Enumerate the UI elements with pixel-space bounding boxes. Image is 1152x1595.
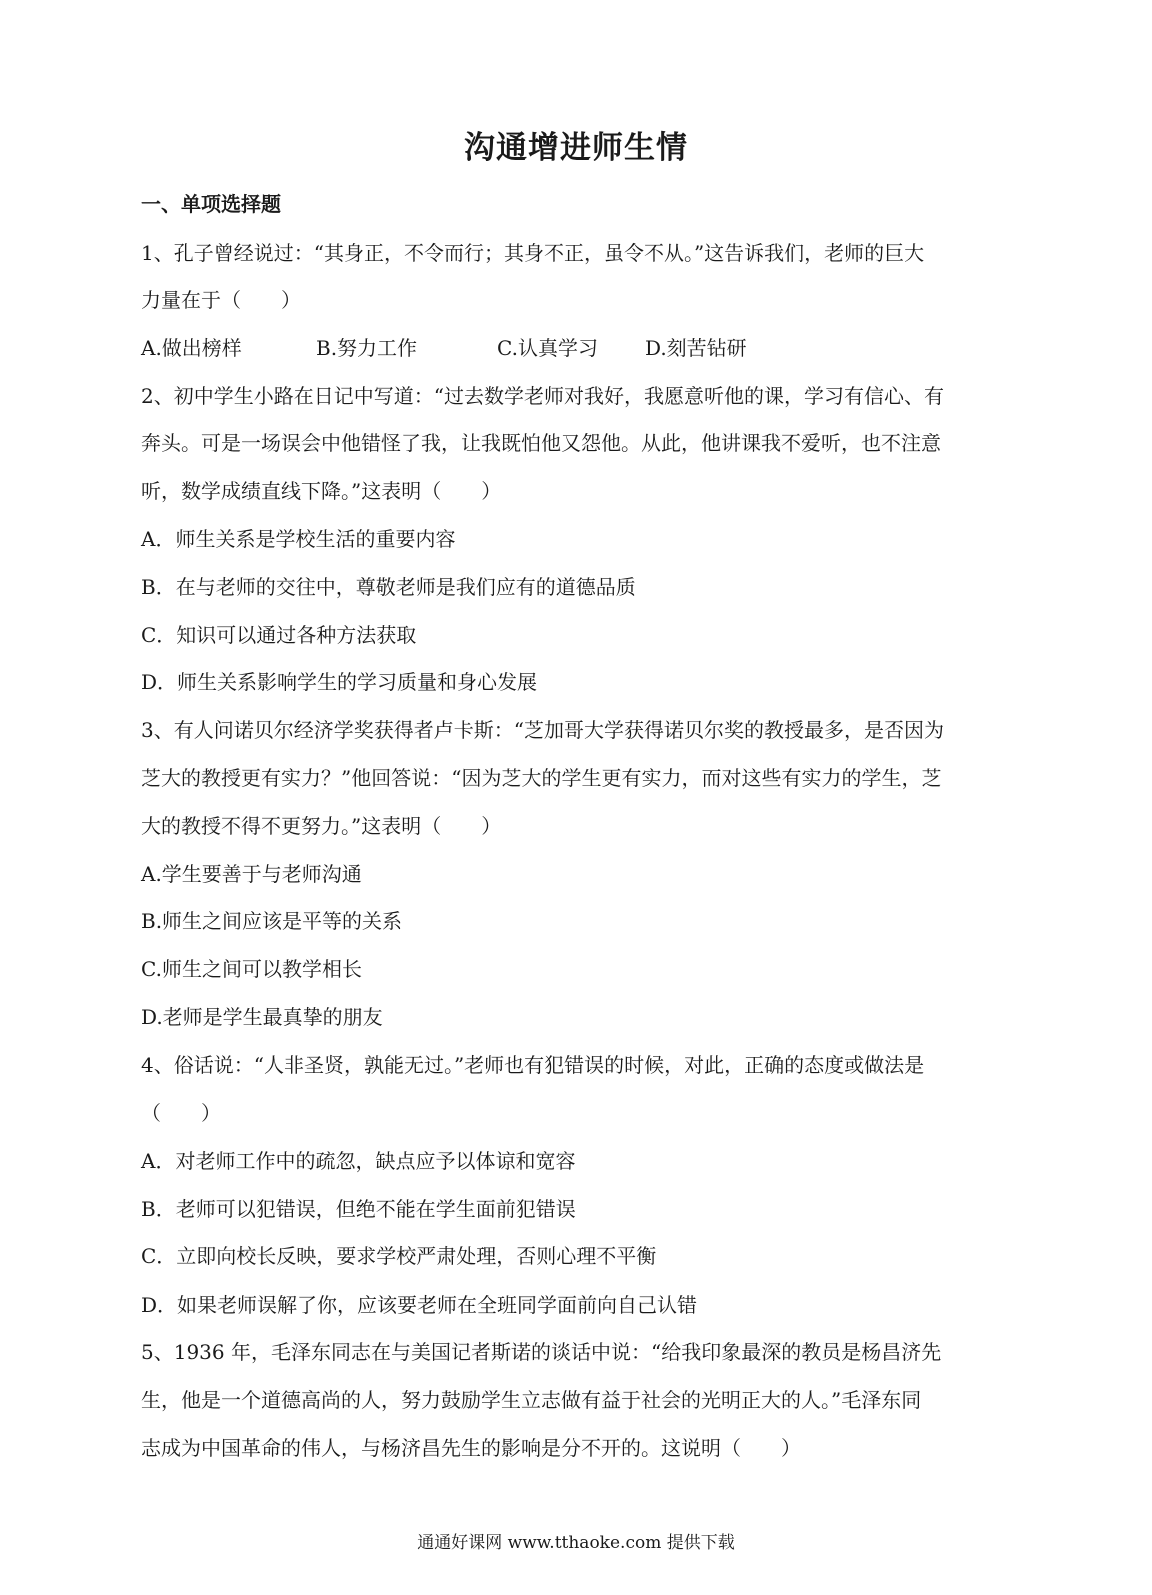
question-2-line-3: 听，数学成绩直线下降。”这表明（ ） <box>141 479 502 503</box>
question-3-line-1: 3、有人问诺贝尔经济学奖获得者卢卡斯：“芝加哥大学获得诺贝尔奖的教授最多，是否因为 <box>141 718 944 742</box>
page-title: 沟通增进师生情 <box>464 130 688 166</box>
question-1-option-b: B.努力工作 <box>316 336 418 360</box>
question-2-option-c: C．知识可以通过各种方法获取 <box>141 623 417 647</box>
question-4-option-c: C．立即向校长反映，要求学校严肃处理，否则心理不平衡 <box>141 1244 657 1268</box>
question-4-line-2: （ ） <box>141 1101 221 1125</box>
question-2-option-a: A．师生关系是学校生活的重要内容 <box>141 527 456 551</box>
question-2-line-2: 奔头。可是一场误会中他错怪了我，让我既怕他又怨他。从此，他讲课我不爱听，也不注意 <box>141 431 941 455</box>
question-1-line-1: 1、孔子曾经说过：“其身正，不令而行；其身不正，虽令不从。”这告诉我们，老师的巨大 <box>141 241 925 265</box>
footer-credit: 通通好课网 www.tthaoke.com 提供下载 <box>417 1533 735 1553</box>
question-4-line-1: 4、俗话说：“人非圣贤，孰能无过。”老师也有犯错误的时候，对此，正确的态度或做法是 <box>141 1053 925 1077</box>
question-2-option-b: B．在与老师的交往中，尊敬老师是我们应有的道德品质 <box>141 575 636 599</box>
question-1-option-d: D.刻苦钻研 <box>645 336 747 360</box>
question-3-option-b: B.师生之间应该是平等的关系 <box>141 909 403 933</box>
question-3-line-2: 芝大的教授更有实力？”他回答说：“因为芝大的学生更有实力，而对这些有实力的学生，芝 <box>141 766 942 790</box>
question-5-line-3: 志成为中国革命的伟人，与杨济昌先生的影响是分不开的。这说明（ ） <box>141 1436 801 1460</box>
question-3-option-d: D.老师是学生最真挚的朋友 <box>141 1005 383 1029</box>
section-heading: 一、单项选择题 <box>141 192 281 216</box>
question-2-option-d: D．师生关系影响学生的学习质量和身心发展 <box>141 670 538 694</box>
question-4-option-a: A．对老师工作中的疏忽，缺点应予以体谅和宽容 <box>141 1149 576 1173</box>
question-1-line-2: 力量在于（ ） <box>141 288 301 312</box>
question-3-option-a: A.学生要善于与老师沟通 <box>141 862 362 886</box>
question-1-option-a: A.做出榜样 <box>141 336 242 360</box>
question-3-option-c: C.师生之间可以教学相长 <box>141 957 362 981</box>
question-4-option-b: B．老师可以犯错误，但绝不能在学生面前犯错误 <box>141 1197 576 1221</box>
question-4-option-d: D．如果老师误解了你，应该要老师在全班同学面前向自己认错 <box>141 1293 698 1317</box>
question-3-line-3: 大的教授不得不更努力。”这表明（ ） <box>141 814 502 838</box>
question-1-option-c: C.认真学习 <box>497 336 598 360</box>
question-5-line-1: 5、1936 年，毛泽东同志在与美国记者斯诺的谈话中说：“给我印象最深的教员是杨昌济先 <box>141 1340 942 1364</box>
question-5-line-2: 生，他是一个道德高尚的人，努力鼓励学生立志做有益于社会的光明正大的人。”毛泽东同 <box>141 1388 922 1412</box>
question-2-line-1: 2、初中学生小路在日记中写道：“过去数学老师对我好，我愿意听他的课，学习有信心、有 <box>141 384 944 408</box>
